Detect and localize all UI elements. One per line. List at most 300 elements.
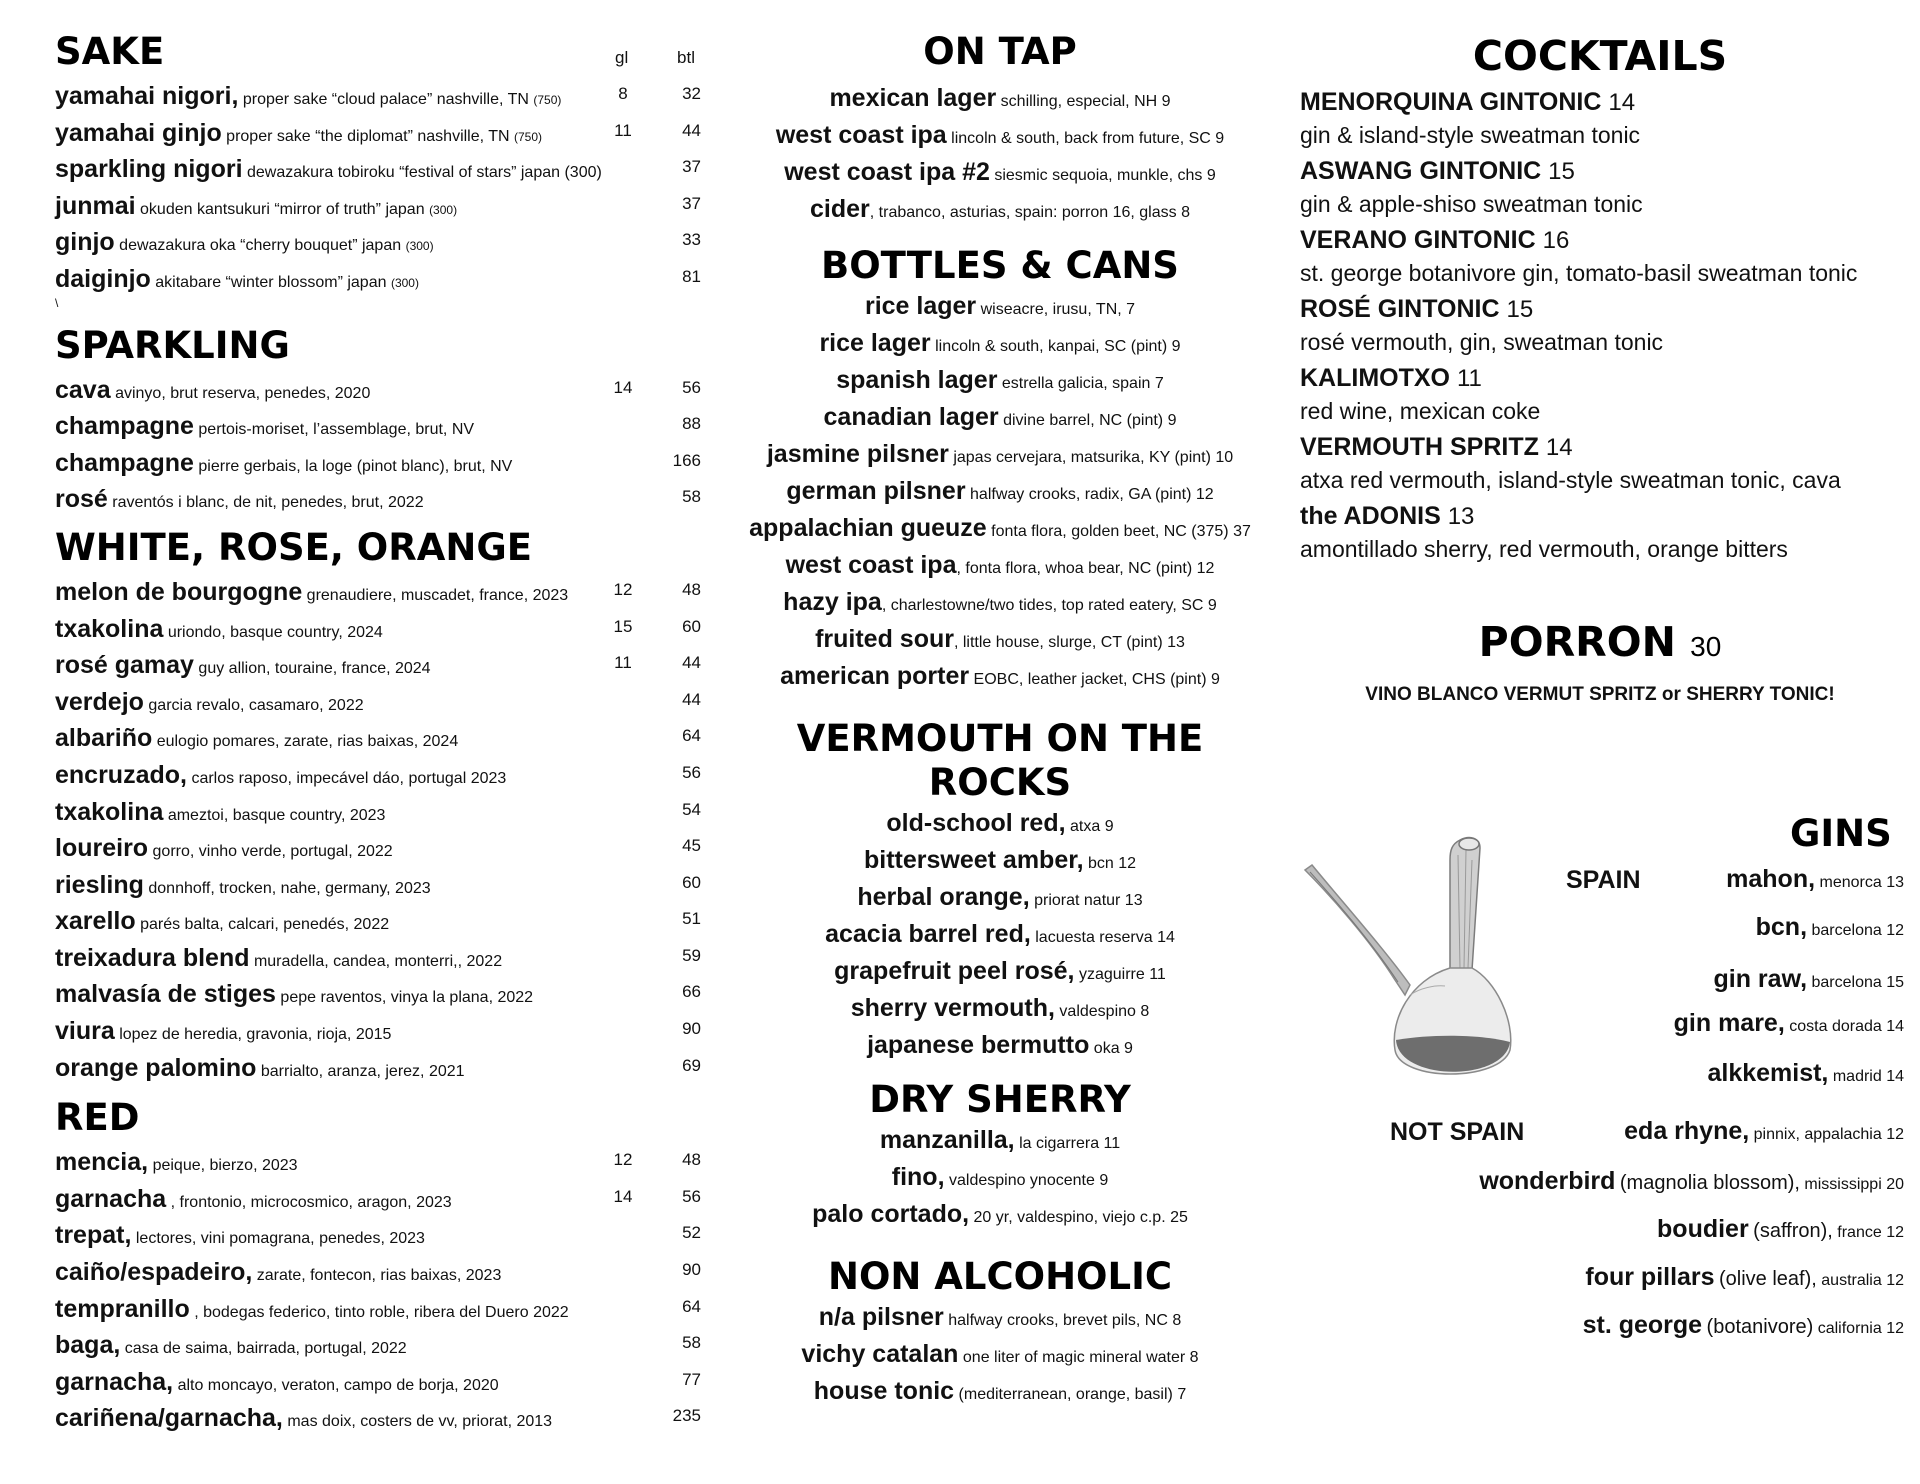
drink-name: house tonic (813, 1377, 955, 1405)
sake-header: SAKE gl btl (55, 30, 695, 73)
gin-botanical: (olive leaf), (1719, 1268, 1817, 1290)
drink-description: la cigarrera 11 (1019, 1135, 1121, 1152)
bottle-price: 58 (682, 1333, 701, 1353)
glass-price: 8 (618, 84, 628, 103)
glass-price: 11 (614, 120, 632, 140)
drink-description: lacuesta reserva 14 (1035, 929, 1175, 946)
wine-name: loureiro (55, 834, 149, 863)
wine-description: akitabare “winter blossom” japan (155, 273, 387, 291)
cocktail-price: 11 (1456, 365, 1482, 392)
wine-row (55, 224, 701, 261)
drink-row (720, 325, 1280, 362)
drink-row (720, 1336, 1280, 1373)
wine-description: okuden kantsukuri “mirror of truth” japan (140, 200, 425, 218)
wine-row (55, 867, 701, 904)
gin-row (1714, 964, 1905, 998)
drink-description: wiseacre, irusu, TN, 7 (980, 301, 1136, 318)
drink-row (720, 1122, 1280, 1159)
wine-description: avinyo, brut reserva, penedes, 2020 (115, 384, 371, 402)
drink-row (720, 191, 1280, 228)
wine-name: trepat, (55, 1221, 132, 1250)
wine-row (55, 115, 701, 152)
cocktail-name-line (1300, 293, 1900, 326)
beer-vermouth-column (720, 30, 1280, 1410)
bottle-price: 54 (682, 799, 701, 819)
gin-name: mahon, (1726, 865, 1816, 893)
bottle-price: 56 (682, 1186, 701, 1206)
wine-name: txakolina (55, 614, 164, 643)
cocktail-price: 14 (1545, 434, 1573, 461)
drink-description: , charlestowne/two tides, top rated eatery, SC 9 (881, 597, 1217, 614)
drink-name: vichy catalan (801, 1340, 959, 1368)
cocktail-name-line (1300, 431, 1900, 464)
wine-description: alto moncayo, veraton, campo de borja, 2020 (177, 1376, 499, 1394)
wine-row (55, 188, 701, 225)
gins-title: GINS (1790, 812, 1892, 855)
wine-row (55, 976, 701, 1013)
gin-row (1479, 1166, 1904, 1200)
drink-name: german pilsner (786, 477, 966, 505)
bottle-price: 166 (672, 450, 701, 470)
wine-description: carlos raposo, impecável dáo, portugal 2023 (191, 769, 507, 787)
on-tap-list (720, 80, 1280, 228)
wine-row (55, 903, 701, 940)
drink-description: halfway crooks, brevet pils, NC 8 (948, 1312, 1182, 1329)
wine-description: mas doix, costers de vv, priorat, 2013 (287, 1413, 553, 1431)
gin-name: gin mare, (1673, 1009, 1785, 1037)
cocktail-name: the ADONIS (1300, 502, 1441, 530)
wine-name: malvasía de stiges (55, 980, 276, 1009)
wine-description: casa de saima, bairrada, portugal, 2022 (124, 1340, 407, 1358)
bottle-price: 64 (682, 1296, 701, 1316)
porron-carafe-illustration (1300, 820, 1515, 1085)
gin-row (1624, 1116, 1904, 1150)
vermouth-list (720, 805, 1280, 1064)
wine-name: txakolina (55, 797, 164, 826)
white-list (55, 574, 701, 1086)
wine-bottle-size: (750) (533, 93, 562, 107)
wine-name: garnacha (55, 1184, 167, 1213)
wine-row (55, 1291, 701, 1328)
wine-row (55, 574, 701, 611)
drink-name: rice lager (864, 292, 977, 320)
drink-description: valdespino ynocente 9 (948, 1172, 1109, 1189)
drink-name: rice lager (819, 329, 931, 357)
bottle-price: 48 (682, 1150, 701, 1170)
drink-row (720, 1196, 1280, 1233)
cocktail-price: 15 (1506, 296, 1534, 323)
wine-name: sparkling nigori (55, 155, 243, 184)
gin-row (1707, 1058, 1904, 1092)
wine-description: ameztoi, basque country, 2023 (167, 806, 386, 824)
drink-description: , little house, slurge, CT (pint) 13 (953, 634, 1185, 651)
drink-row (720, 510, 1280, 547)
cocktail-price: 13 (1447, 503, 1475, 530)
drink-row (720, 288, 1280, 325)
bottle-price: 44 (682, 689, 701, 709)
bottle-price: 48 (682, 579, 701, 599)
bottle-price: 60 (682, 616, 701, 636)
wine-name: yamahai ginjo (55, 118, 222, 147)
drink-name: cider (810, 195, 870, 223)
gin-origin-price: madrid 14 (1832, 1068, 1904, 1085)
gin-name: st. george (1582, 1311, 1703, 1339)
wine-name: albariño (55, 724, 153, 753)
wine-row (55, 1400, 701, 1437)
drink-row (720, 621, 1280, 658)
non-alcoholic-title: NON ALCOHOLIC (827, 1255, 1172, 1298)
wine-name: treixadura blend (55, 943, 250, 972)
wine-description: lectores, vini pomagrana, penedes, 2023 (135, 1230, 425, 1248)
sherry-list (720, 1122, 1280, 1233)
bottle-price: 51 (682, 909, 701, 929)
bottle-price: 88 (682, 414, 701, 434)
gin-origin-price: australia 12 (1821, 1272, 1904, 1289)
drink-name: mexican lager (829, 84, 997, 112)
cocktail-column (1300, 30, 1900, 706)
wine-description: pepe raventos, vinya la plana, 2022 (280, 989, 534, 1007)
wine-description: eulogio pomares, zarate, rias baixas, 2024 (156, 733, 459, 751)
gin-row (1674, 1008, 1904, 1042)
cocktail-name: VERANO GINTONIC (1300, 226, 1536, 254)
cocktail-description: red wine, mexican coke (1300, 398, 1541, 424)
drink-description: estrella galicia, spain 7 (1001, 375, 1164, 392)
bottle-price: 90 (682, 1260, 701, 1280)
wine-description: donnhoff, trocken, nahe, germany, 2023 (148, 879, 431, 897)
cocktail-name-line (1300, 362, 1900, 395)
gin-name: gin raw, (1713, 965, 1808, 993)
glass-price: 12 (613, 579, 633, 599)
drink-row (720, 473, 1280, 510)
drink-description: schilling, especial, NH 9 (1000, 93, 1171, 110)
wine-row (55, 372, 701, 409)
bottle-price: 66 (682, 982, 701, 1002)
gin-botanical: (saffron), (1753, 1220, 1833, 1242)
bottle-price: 235 (672, 1406, 701, 1426)
gin-name: bcn, (1755, 913, 1808, 941)
gin-origin-price: barcelona 12 (1811, 922, 1904, 939)
drink-name: west coast ipa (785, 551, 957, 579)
drink-name: west coast ipa (775, 121, 947, 149)
gin-name: eda rhyne, (1624, 1117, 1750, 1145)
white-title: WHITE, ROSE, ORANGE (55, 525, 532, 569)
wine-row (55, 1327, 701, 1364)
cocktail-name-line (1300, 86, 1900, 119)
btl-column-label: btl (677, 48, 695, 67)
wine-description: lopez de heredia, gravonia, rioja, 2015 (119, 1026, 392, 1044)
wine-name: yamahai nigori, (55, 82, 239, 110)
drink-row (720, 547, 1280, 584)
drink-row (720, 154, 1280, 191)
wine-description: raventós i blanc, de nit, penedes, brut, 2022 (112, 494, 424, 512)
gin-origin-price: menorca 13 (1819, 874, 1904, 891)
wine-description: grenaudiere, muscadet, france, 2023 (306, 586, 569, 604)
drink-name: hazy ipa (783, 588, 882, 616)
wine-description: dewazakura oka “cherry bouquet” japan (119, 237, 402, 255)
wine-row (55, 757, 701, 794)
gin-row (1726, 864, 1904, 898)
bottle-price: 58 (682, 487, 701, 507)
wine-name: garnacha, (55, 1367, 174, 1396)
wine-row (55, 1013, 701, 1050)
drink-row (720, 879, 1280, 916)
drink-name: japanese bermutto (867, 1031, 1090, 1059)
gin-botanical: (magnolia blossom), (1619, 1172, 1800, 1194)
gin-botanical: (botanivore) (1706, 1316, 1814, 1338)
red-header (55, 1096, 685, 1144)
cocktail-description: rosé vermouth, gin, sweatman tonic (1300, 329, 1664, 355)
bottle-price: 37 (682, 193, 701, 213)
wine-row (55, 1144, 701, 1181)
wine-name: encruzado, (55, 760, 187, 789)
wine-name: rosé (55, 485, 108, 514)
wine-row (55, 830, 701, 867)
drink-name: herbal orange, (857, 883, 1030, 911)
gin-origin-price: mississippi 20 (1804, 1176, 1904, 1193)
gin-row (1583, 1310, 1904, 1344)
drink-description: oka 9 (1093, 1040, 1133, 1057)
wine-description: proper sake “the diplomat” nashville, TN (226, 127, 510, 145)
drink-description: fonta flora, golden beet, NC (375) 37 (991, 523, 1251, 540)
wine-bottle-size: (300) (390, 275, 419, 290)
glass-price: 11 (614, 653, 632, 673)
porron-subtitle: VINO BLANCO VERMUT SPRITZ or SHERRY TONIC! (1365, 684, 1835, 705)
drink-row (720, 658, 1280, 695)
gin-origin-price: france 12 (1837, 1224, 1904, 1241)
wine-row (55, 1050, 701, 1087)
wine-row (55, 1364, 701, 1401)
gin-name: wonderbird (1479, 1167, 1616, 1195)
drink-name: grapefruit peel rosé, (834, 957, 1075, 985)
gin-origin-price: pinnix, appalachia 12 (1753, 1126, 1904, 1143)
cocktail-description: atxa red vermouth, island-style sweatman tonic, cava (1300, 467, 1841, 493)
stray-mark: \ (55, 295, 59, 310)
white-header (55, 526, 685, 574)
cocktails-title: COCKTAILS (1472, 32, 1728, 80)
drink-name: bittersweet amber, (863, 846, 1084, 874)
bottle-price: 81 (682, 266, 701, 286)
wine-description: guy allion, touraine, france, 2024 (198, 660, 431, 678)
cocktail-list (1300, 86, 1900, 566)
gin-origin-price: barcelona 15 (1811, 974, 1904, 991)
wine-description: proper sake “cloud palace” nashville, TN (242, 91, 529, 108)
cocktail-name-line (1300, 500, 1900, 533)
bottle-price: 33 (682, 230, 701, 250)
cocktail-name-line (1300, 224, 1900, 257)
bottles-list (720, 288, 1280, 695)
wine-name: orange palomino (55, 1053, 257, 1082)
drink-name: spanish lager (836, 366, 998, 394)
bottle-price: 77 (682, 1369, 701, 1389)
bottle-price: 32 (682, 84, 701, 103)
drink-name: n/a pilsner (818, 1303, 944, 1331)
bottle-price: 56 (682, 377, 701, 397)
wine-name: mencia, (55, 1148, 149, 1177)
sparkling-header (55, 324, 685, 372)
porron-title (1300, 618, 1900, 666)
bottle-price: 69 (682, 1055, 701, 1075)
drink-row (720, 362, 1280, 399)
drink-row (720, 436, 1280, 473)
drink-name: american porter (780, 662, 970, 690)
wine-row (55, 1254, 701, 1291)
wine-row (55, 261, 701, 298)
drink-description: lincoln & south, back from future, SC 9 (951, 130, 1225, 147)
drink-description: japas cervejara, matsurika, KY (pint) 10 (953, 449, 1234, 466)
drink-description: lincoln & south, kanpai, SC (pint) 9 (935, 338, 1181, 355)
drink-row (720, 80, 1280, 117)
sparkling-title: SPARKLING (55, 323, 290, 367)
wine-name: rosé gamay (55, 651, 194, 680)
wine-bottle-size: (300) (405, 239, 434, 254)
wine-name: verdejo (55, 687, 144, 716)
cocktail-name: MENORQUINA GINTONIC (1300, 88, 1602, 116)
cocktail-description: gin & apple-shiso sweatman tonic (1300, 191, 1643, 217)
wine-name: melon de bourgogne (55, 577, 303, 606)
wine-description: gorro, vinho verde, portugal, 2022 (152, 843, 393, 861)
wine-row (55, 408, 701, 445)
wine-name: caiño/espadeiro, (55, 1258, 253, 1287)
wine-name: cava (55, 375, 111, 404)
drink-row (720, 805, 1280, 842)
wine-description: parés balta, calcari, penedés, 2022 (140, 916, 390, 934)
drink-row (720, 842, 1280, 879)
wine-description: garcia revalo, casamaro, 2022 (148, 696, 364, 714)
drink-name: west coast ipa #2 (784, 158, 990, 186)
bottle-price: 56 (682, 762, 701, 782)
drink-name: sherry vermouth, (850, 994, 1055, 1022)
on-tap-title: ON TAP (923, 30, 1077, 73)
sherry-title: DRY SHERRY (869, 1078, 1131, 1121)
drink-row (720, 1299, 1280, 1336)
wine-bottle-size: (750) (514, 129, 543, 144)
cocktail-description: st. george botanivore gin, tomato-basil sweatman tonic (1300, 260, 1858, 286)
drink-description: bcn 12 (1087, 855, 1137, 872)
bottle-price: 64 (682, 726, 701, 746)
gin-name: alkkemist, (1707, 1059, 1829, 1087)
wine-row (55, 684, 701, 721)
drink-description: EOBC, leather jacket, CHS (pint) 9 (973, 671, 1220, 688)
spain-label: SPAIN (1566, 866, 1641, 894)
wine-name: baga, (55, 1331, 121, 1360)
drink-row (720, 916, 1280, 953)
drink-description: atxa 9 (1070, 818, 1114, 835)
wine-description: barrialto, aranza, jerez, 2021 (260, 1062, 465, 1080)
drink-description: halfway crooks, radix, GA (pint) 12 (970, 486, 1214, 503)
wine-name: champagne (55, 448, 194, 477)
sake-list (55, 78, 701, 298)
wine-name: riesling (55, 870, 144, 899)
wine-row (55, 940, 701, 977)
sake-title: SAKE (55, 30, 165, 73)
wine-row (55, 481, 701, 518)
glass-price: 14 (613, 377, 633, 397)
drink-description: , trabanco, asturias, spain: porron 16, glass 8 (869, 204, 1190, 221)
cocktail-name: VERMOUTH SPRITZ (1300, 433, 1539, 461)
drink-description: divine barrel, NC (pint) 9 (1003, 412, 1177, 429)
drink-description: valdespino 8 (1059, 1003, 1150, 1020)
drink-description: priorat natur 13 (1034, 892, 1143, 909)
drink-name: fino, (891, 1163, 945, 1191)
drink-description: 20 yr, valdespino, viejo c.p. 25 (973, 1209, 1188, 1226)
wine-description: , bodegas federico, tinto roble, ribera del Duero 2022 (194, 1303, 569, 1321)
wine-name: daiginjo (55, 264, 151, 293)
wine-row (55, 151, 701, 188)
bottle-price: 90 (682, 1019, 701, 1039)
drink-description: , fonta flora, whoa bear, NC (pint) 12 (956, 560, 1215, 577)
gin-name: four pillars (1585, 1263, 1715, 1291)
bottle-price: 59 (682, 945, 701, 965)
gin-row (1657, 1214, 1904, 1248)
drink-name: manzanilla, (879, 1126, 1015, 1154)
wine-row (55, 1217, 701, 1254)
vermouth-title: VERMOUTH ON THE ROCKS (796, 717, 1204, 804)
wine-row (55, 445, 701, 482)
wine-description: zarate, fontecon, rias baixas, 2023 (256, 1267, 502, 1285)
wine-row (55, 794, 701, 831)
wine-description: pertois-moriset, l’assemblage, brut, NV (198, 421, 475, 439)
red-title: RED (55, 1096, 140, 1140)
drink-row (720, 953, 1280, 990)
wine-row (55, 647, 701, 684)
wine-row (55, 78, 701, 115)
drink-description: one liter of magic mineral water 8 (962, 1349, 1199, 1366)
wine-description: muradella, candea, monterri,, 2022 (253, 952, 503, 970)
drink-name: acacia barrel red, (825, 920, 1031, 948)
drink-name: appalachian gueuze (749, 514, 987, 542)
drink-name: jasmine pilsner (766, 440, 949, 468)
cocktail-name-line (1300, 155, 1900, 188)
red-list (55, 1144, 701, 1437)
cocktail-name: ROSÉ GINTONIC (1300, 295, 1500, 323)
glass-price: 15 (613, 616, 633, 636)
wine-bottle-size: (300) (429, 202, 458, 217)
cocktail-price: 15 (1548, 158, 1575, 185)
drink-description: yzaguirre 11 (1078, 966, 1166, 983)
drink-name: fruited sour (815, 625, 954, 653)
porron-title-text: PORRON (1478, 618, 1676, 666)
drink-description: siesmic sequoia, munkle, chs 9 (994, 167, 1216, 184)
drink-row (720, 1027, 1280, 1064)
bottle-price: 37 (682, 157, 701, 177)
bottles-title: BOTTLES & CANS (821, 244, 1179, 287)
cocktail-price: 16 (1542, 227, 1570, 254)
drink-name: palo cortado, (812, 1200, 970, 1228)
drink-row (720, 117, 1280, 154)
wine-description: peique, bierzo, 2023 (152, 1157, 298, 1175)
drink-row (720, 990, 1280, 1027)
cocktail-price: 14 (1608, 89, 1636, 116)
glass-price: 12 (613, 1150, 633, 1170)
wine-column (55, 30, 701, 1437)
drink-name: canadian lager (823, 403, 999, 431)
wine-description: dewazakura tobiroku “festival of stars” japan (300) (246, 164, 602, 182)
wine-name: viura (55, 1017, 115, 1046)
gin-row (1585, 1262, 1904, 1296)
wine-name: xarello (55, 907, 136, 936)
gin-origin-price: california 12 (1817, 1320, 1904, 1337)
gin-name: boudier (1657, 1215, 1749, 1243)
gin-row (1756, 912, 1904, 946)
cocktail-name: KALIMOTXO (1300, 364, 1450, 392)
drink-row (720, 1373, 1280, 1410)
gin-origin-price: costa dorada 14 (1789, 1018, 1904, 1035)
cocktail-description: gin & island-style sweatman tonic (1300, 122, 1641, 148)
non-alcoholic-list (720, 1299, 1280, 1410)
drink-row (720, 1159, 1280, 1196)
wine-name: junmai (55, 191, 136, 220)
wine-row (55, 1181, 701, 1218)
